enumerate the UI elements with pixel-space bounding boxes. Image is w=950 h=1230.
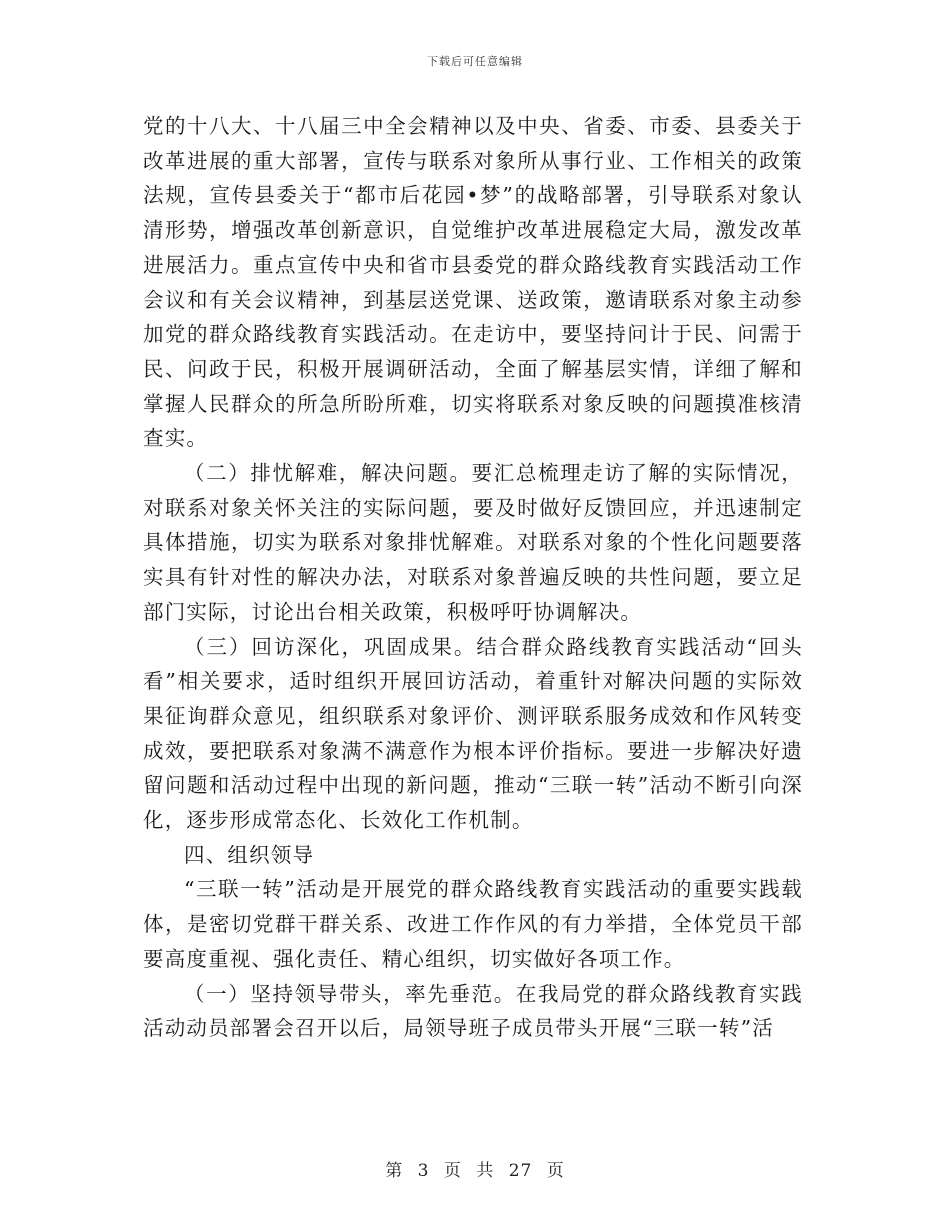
paragraph-1: 党的十八大、十八届三中全会精神以及中央、省委、市委、县委关于改革进展的重大部署，宣传与联系对象所从事行业、工作相关的政策法规，宣传县委关于“都市后花园•梦”的战略部署，引导联系对象认清形势，增强改革创新意识，自觉维护改革进展稳定大局，激发改革进展活力。重点宣传中央和省市县委党的群众路线教育实践活动工作会议和有关会议精神，到基层送党课、送政策，邀请联系对象主动参加党的群众路线教育实践活动。在走访中，要坚持问计于民、问需于民、问政于民，积极开展调研活动，全面了解基层实情，详细了解和掌握人民群众的所急所盼所难，切实将联系对象反映的问题摸准核清查实。 [143, 114, 803, 451]
document-body [143, 109, 803, 1046]
paragraph-3: （三）回访深化，巩固成果。结合群众路线教育实践活动“回头看”相关要求，适时组织开展回访活动，着重针对解决问题的实际效果征询群众意见，组织联系对象评价、测评联系服务成效和作风转变成效，要把联系对象满不满意作为根本评价指标。要进一步解决好遗留问题和活动过程中出现的新问题，推动“三联一转”活动不断引向深化，逐步形成常态化、长效化工作机制。 [143, 634, 803, 833]
paragraph-5: （一）坚持领导带头，率先垂范。在我局党的群众路线教育实践活动动员部署会召开以后，局领导班子成员带头开展“三联一转”活 [143, 981, 803, 1041]
paragraph-2: （二）排忧解难，解决问题。要汇总梳理走访了解的实际情况，对联系对象关怀关注的实际问题，要及时做好反馈回应，并迅速制定具体措施，切实为联系对象排忧解难。对联系对象的个性化问题要落实具有针对性的解决办法，对联系对象普遍反映的共性问题，要立足部门实际，讨论出台相关政策，积极呼吁协调解决。 [143, 461, 803, 624]
page-header: 下载后可任意编辑 [427, 55, 523, 68]
section-heading: 四、组织领导 [184, 842, 315, 867]
page-number-footer: 第 3 页 共 27 页 [385, 1161, 565, 1181]
paragraph-4: “三联一转”活动是开展党的群众路线教育实践活动的重要实践载体，是密切党群干群关系、改进工作作风的有力举措，全体党员干部要高度重视、强化责任、精心组织，切实做好各项工作。 [143, 877, 803, 971]
